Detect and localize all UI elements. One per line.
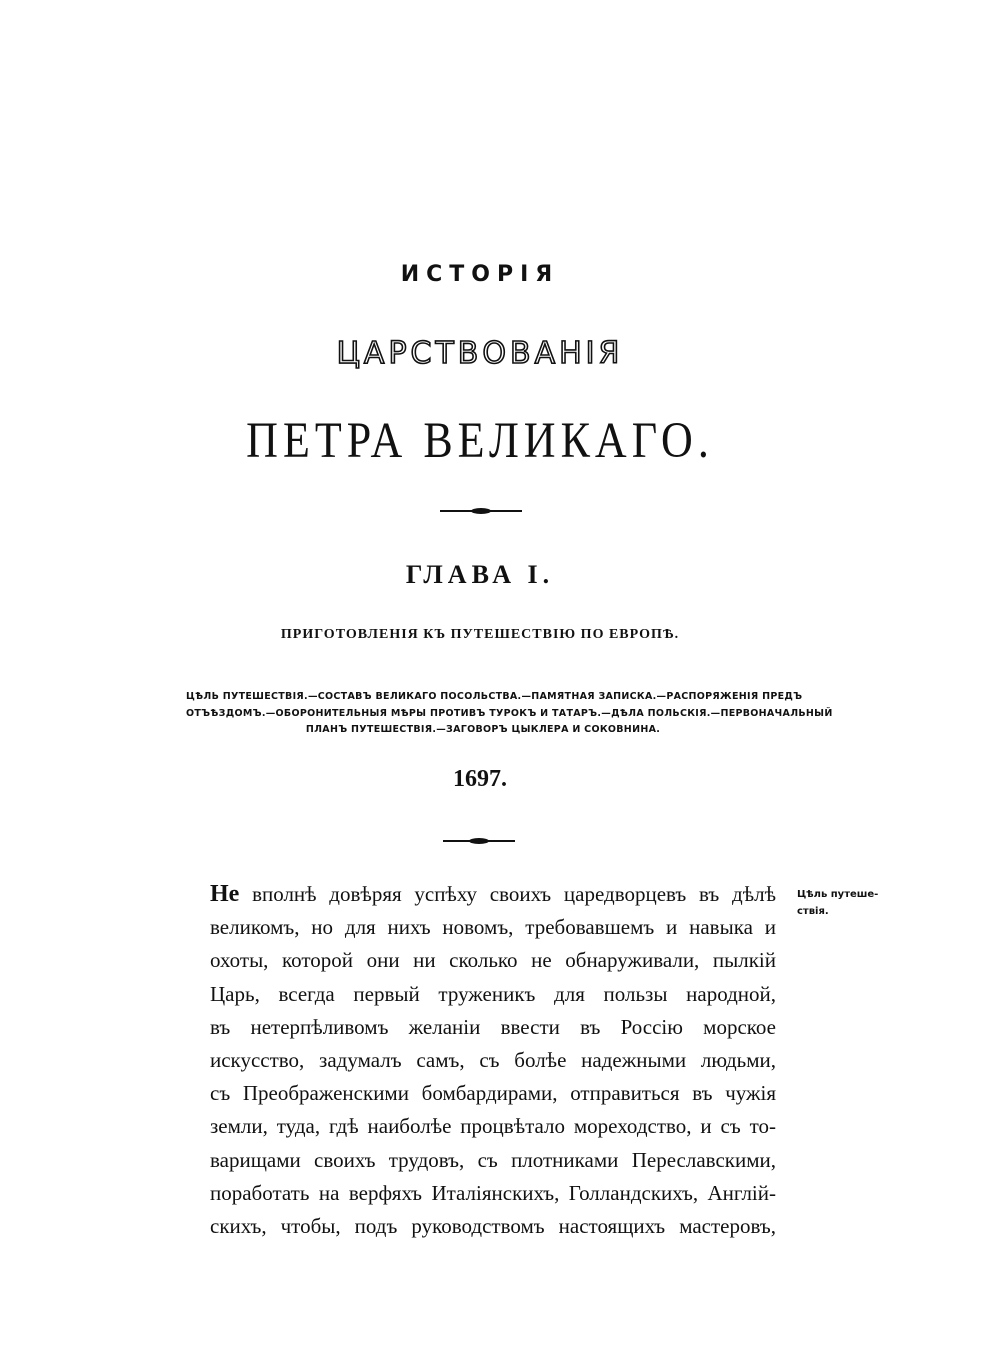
body-line: поработать на верфяхъ Италіянскихъ, Голландскихъ, Англій- [210, 1180, 776, 1205]
body-line: варищами своихъ трудовъ, съ плотниками Переславскими, [210, 1147, 776, 1172]
margin-note: ствія. [797, 906, 829, 917]
title-line-3: ПЕТРА ВЕЛИКАГО. [246, 412, 714, 469]
chapter-summary-line: ЦѢЛЬ ПУТЕШЕСТВІЯ.—СОСТАВЪ ВЕЛИКАГО ПОСОЛЬСТВА.—ПАМЯТНАЯ ЗАПИСКА.—РАСПОРЯЖЕНІЯ ПРЕДЪ [186, 691, 803, 702]
year: 1697. [453, 766, 507, 792]
body-line: Царь, всегда первый труженикъ для пользы народной, [210, 981, 776, 1006]
chapter-heading: ГЛАВА I. [405, 560, 555, 589]
title-line-2: ЦАРСТВОВАНІЯ [336, 336, 624, 371]
ornament-divider [443, 840, 515, 842]
body-line: искусство, задумалъ самъ, съ болѣе надежными людьми, [210, 1048, 776, 1072]
margin-note: Цѣль путеше- [797, 889, 879, 900]
chapter-summary-line: ОТЪѢЗДОМЪ.—ОБОРОНИТЕЛЬНЫЯ МѢРЫ ПРОТИВЪ ТУРОКЪ И ТАТАРЪ.—ДѢЛА ПОЛЬСКІЯ.—ПЕРВОНАЧАЛЬНЫЙ [186, 708, 833, 719]
body-line: скихъ, чтобы, подъ руководствомъ настоящихъ мастеровъ, [210, 1214, 776, 1238]
body-line: земли, туда, гдѣ наиболѣе процвѣтало мореходство, и съ то- [210, 1114, 776, 1139]
chapter-subtitle: ПРИГОТОВЛЕНІЯ КЪ ПУТЕШЕСТВІЮ ПО ЕВРОПѢ. [280, 627, 680, 642]
ornament-divider [440, 510, 522, 512]
body-line: великомъ, но для нихъ новомъ, требовавшемъ и навыка и [210, 915, 776, 940]
body-line: Не вполнѣ довѣряя успѣху своихъ царедворцевъ въ дѣлѣ [210, 881, 776, 907]
body-line: въ нетерпѣливомъ желаніи ввести въ Россію морское [210, 1014, 776, 1039]
body-line: съ Преображенскими бомбардирами, отправиться въ чужія [210, 1081, 776, 1106]
body-line: охоты, которой они ни сколько не обнаруживали, пылкій [210, 948, 776, 973]
chapter-summary-line: ПЛАНЪ ПУТЕШЕСТВІЯ.—ЗАГОВОРЪ ЦЫКЛЕРА И СОКОВНИНА. [305, 724, 661, 735]
title-line-1: ИСТОРІЯ [400, 262, 560, 287]
